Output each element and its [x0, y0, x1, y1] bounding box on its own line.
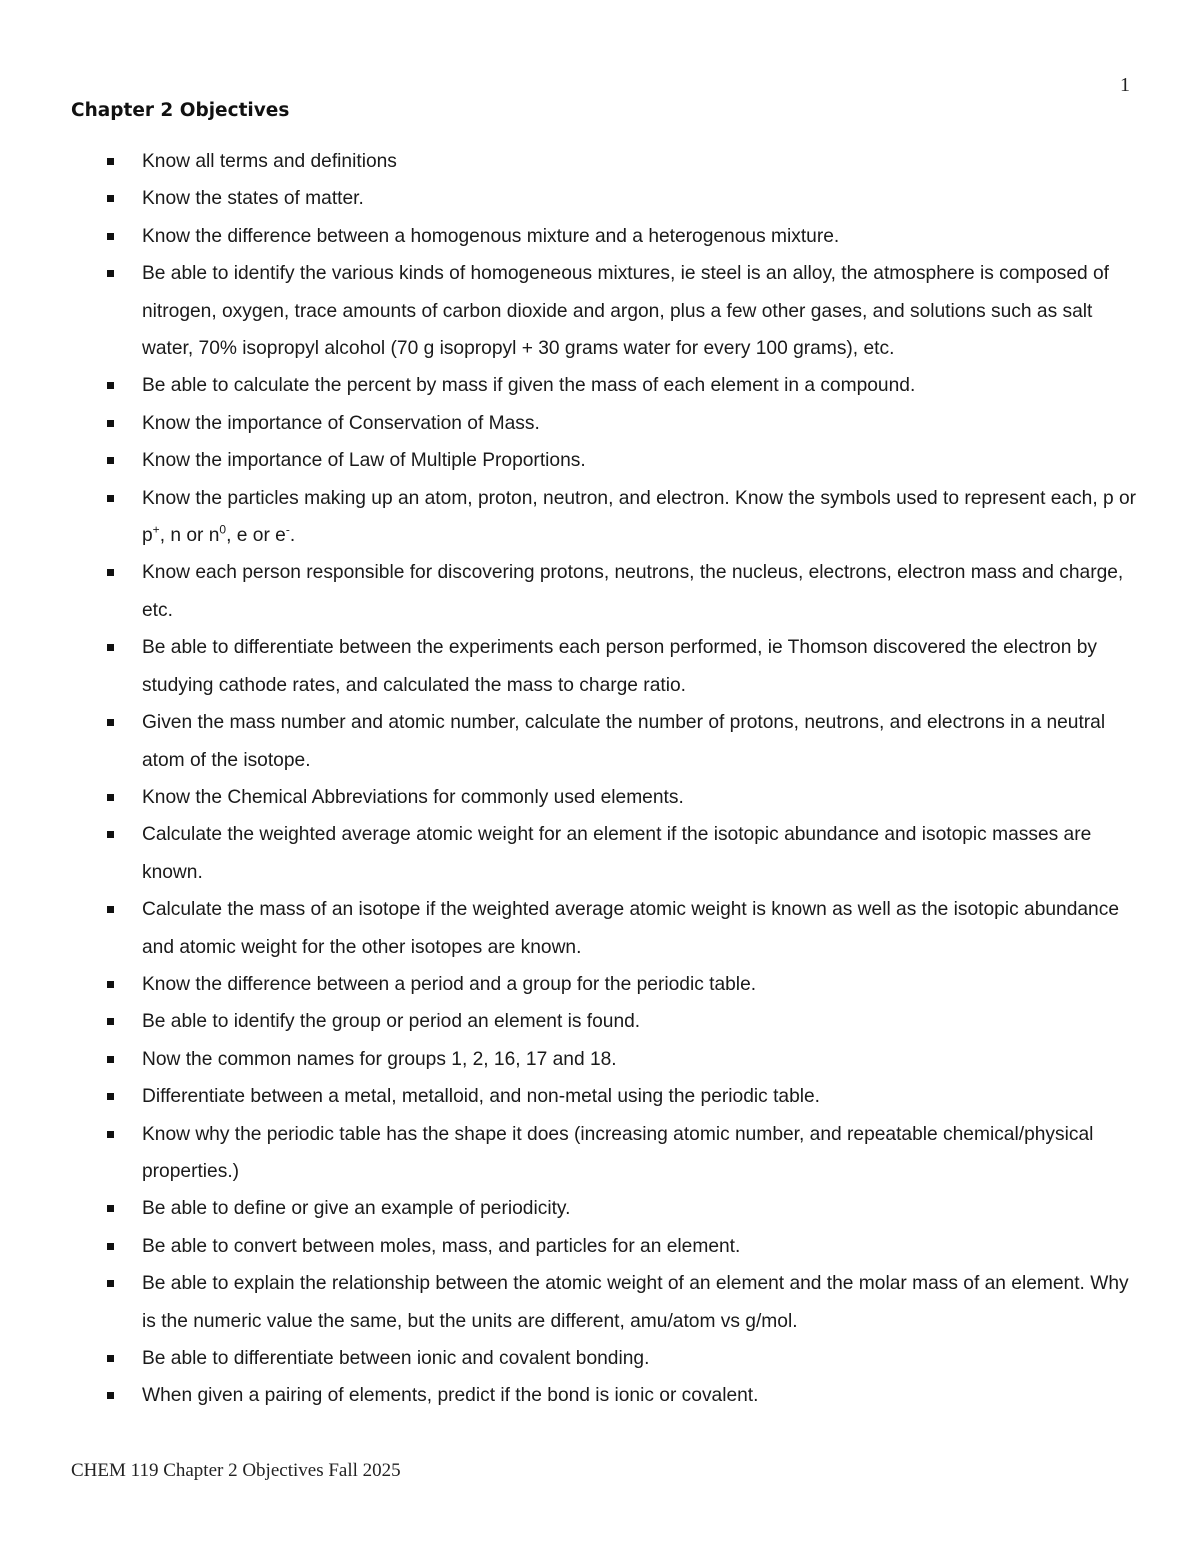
square-bullet-icon: [107, 1093, 114, 1100]
square-bullet-icon: [107, 719, 114, 726]
square-bullet-icon: [107, 233, 114, 240]
list-item: [0, 180, 1140, 217]
objective-text: Be able to define or give an example of periodicity.: [142, 1198, 571, 1220]
objective-text: Know the difference between a homogenous mixture and a heterogenous mixture.: [142, 225, 840, 247]
objectives-list: [0, 143, 1140, 1415]
square-bullet-icon: [107, 457, 114, 464]
objective-text: Be able to convert between moles, mass, and particles for an element.: [142, 1235, 741, 1257]
symbols-line-end: .: [289, 525, 296, 547]
square-bullet-icon: [107, 794, 114, 801]
square-bullet-icon: [107, 1392, 114, 1399]
objective-text: Know the importance of Law of Multiple Proportions.: [142, 450, 586, 472]
objective-text: Be able to differentiate between the experiments each person performed, ie Thomson discovered the electron by studying cathode rates, and calculated the mass to charge ratio.: [142, 637, 1097, 696]
square-bullet-icon: [107, 420, 114, 427]
square-bullet-icon: [107, 644, 114, 651]
objective-text: Know the importance of Conservation of Mass.: [142, 412, 540, 434]
square-bullet-icon: [107, 1280, 114, 1287]
list-item: [0, 442, 1140, 479]
square-bullet-icon: [107, 1131, 114, 1138]
objective-text: When given a pairing of elements, predict if the bond is ionic or covalent.: [142, 1385, 759, 1407]
list-item: [0, 367, 1140, 404]
page-footer: CHEM 119 Chapter 2 Objectives Fall 2025: [71, 1460, 401, 1481]
objective-text: Know each person responsible for discovering protons, neutrons, the nucleus, electrons, electron mass and charge, etc.: [142, 562, 1124, 621]
objective-text: Know the particles making up an atom, proton, neutron, and electron. Know the symbols used to represent each, p or p: [142, 487, 1137, 547]
list-item: [0, 1377, 1140, 1414]
list-item: [0, 1190, 1140, 1227]
electron-charge-superscript: -: [285, 522, 290, 537]
list-item: [0, 218, 1140, 255]
objective-text: Given the mass number and atomic number, calculate the number of protons, neutrons, and electrons in a neutral atom of the isotope.: [142, 712, 1106, 771]
list-item: [0, 255, 1140, 367]
objective-text: Be able to calculate the percent by mass if given the mass of each element in a compound.: [142, 375, 916, 397]
list-item: [0, 143, 1140, 180]
list-item: [0, 704, 1140, 779]
square-bullet-icon: [107, 495, 114, 502]
objective-text: Be able to identify the group or period an element is found.: [142, 1011, 641, 1033]
square-bullet-icon: [107, 981, 114, 988]
list-item: [0, 1228, 1140, 1265]
list-item: [0, 629, 1140, 704]
list-item: [0, 891, 1140, 966]
page-number: 1: [1120, 74, 1130, 96]
list-item: [0, 1041, 1140, 1078]
list-item: [0, 779, 1140, 816]
objective-text: Know the states of matter.: [142, 188, 364, 210]
square-bullet-icon: [107, 1056, 114, 1063]
list-item: [0, 966, 1140, 1003]
list-item: [0, 554, 1140, 629]
square-bullet-icon: [107, 270, 114, 277]
page-title: Chapter 2 Objectives: [71, 100, 290, 121]
square-bullet-icon: [107, 1243, 114, 1250]
square-bullet-icon: [107, 382, 114, 389]
square-bullet-icon: [107, 1018, 114, 1025]
objective-text: Differentiate between a metal, metalloid, and non-metal using the periodic table.: [142, 1086, 821, 1108]
neutron-symbol-text: , n or n: [159, 525, 220, 547]
proton-charge-superscript: +: [152, 522, 160, 537]
square-bullet-icon: [107, 1355, 114, 1362]
objective-text: Know the Chemical Abbreviations for commonly used elements.: [142, 786, 684, 808]
list-item: [0, 1265, 1140, 1340]
list-item: [0, 1078, 1140, 1115]
square-bullet-icon: [107, 1205, 114, 1212]
list-item: [0, 1003, 1140, 1040]
electron-symbol-text: , e or e: [226, 525, 286, 547]
objective-text: Calculate the weighted average atomic weight for an element if the isotopic abundance and isotopic masses are known.: [142, 824, 1092, 883]
objective-text: Now the common names for groups 1, 2, 16, 17 and 18.: [142, 1048, 617, 1070]
objective-text: Know the difference between a period and a group for the periodic table.: [142, 973, 757, 995]
square-bullet-icon: [107, 158, 114, 165]
square-bullet-icon: [107, 569, 114, 576]
square-bullet-icon: [107, 195, 114, 202]
list-item: [0, 1116, 1140, 1191]
objective-text: Calculate the mass of an isotope if the weighted average atomic weight is known as well as the isotopic abundance and atomic weight for the other isotopes are known.: [142, 899, 1119, 958]
square-bullet-icon: [107, 831, 114, 838]
neutron-charge-superscript: 0: [219, 522, 227, 537]
square-bullet-icon: [107, 906, 114, 913]
list-item: [0, 405, 1140, 442]
list-item: [0, 480, 1140, 555]
objective-text: Be able to identify the various kinds of homogeneous mixtures, ie steel is an alloy, the atmosphere is composed of nitrogen, oxygen, trace amounts of carbon dioxide and argon, plus a few other gases, and solutions such as salt water, 70% isopropyl alcohol (70 g isopropyl + 30 grams water for every 100 grams), etc.: [142, 263, 1110, 360]
list-item: [0, 1340, 1140, 1377]
objective-text: Be able to differentiate between ionic and covalent bonding.: [142, 1348, 650, 1369]
objective-text: Know all terms and definitions: [142, 151, 397, 172]
objective-text: Be able to explain the relationship between the atomic weight of an element and the molar mass of an element. Why is the numeric value the same, but the units are different, amu/atom vs g/mol.: [142, 1273, 1129, 1332]
list-item: [0, 816, 1140, 891]
objective-text: Know why the periodic table has the shape it does (increasing atomic number, and repeatable chemical/physical properties.): [142, 1123, 1094, 1182]
